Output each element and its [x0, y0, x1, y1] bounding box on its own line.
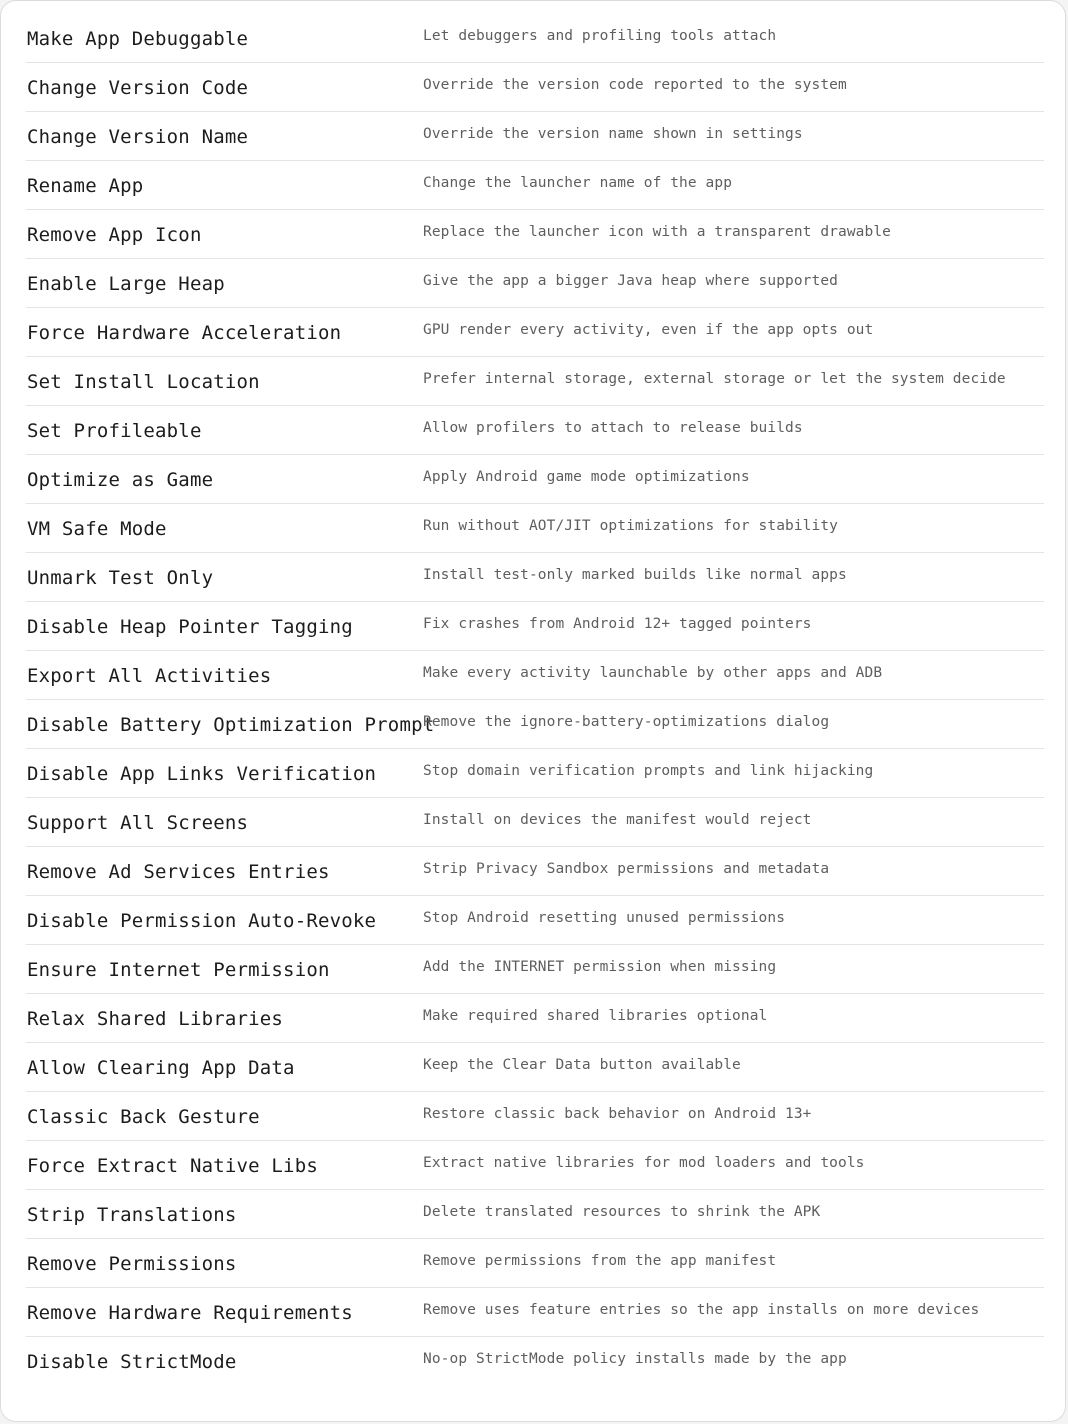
patch-title: Allow Clearing App Data [27, 1057, 295, 1079]
list-item[interactable] [26, 259, 1044, 308]
patch-title: Strip Translations [27, 1204, 237, 1226]
patch-description: No-op StrictMode policy installs made by the app [423, 1351, 847, 1367]
list-item[interactable] [26, 602, 1044, 651]
patch-description: Override the version code reported to the system [423, 77, 847, 93]
patch-title: Enable Large Heap [27, 273, 225, 295]
patch-title: Support All Screens [27, 812, 249, 834]
list-item[interactable] [26, 1288, 1044, 1337]
patch-title: Classic Back Gesture [27, 1106, 260, 1128]
patch-title: Make App Debuggable [27, 28, 249, 50]
patch-description: Remove uses feature entries so the app installs on more devices [423, 1302, 980, 1318]
list-item[interactable] [26, 1092, 1044, 1141]
patch-title: Change Version Name [27, 126, 249, 148]
patch-list [26, 14, 1044, 1385]
patch-description: Install on devices the manifest would reject [423, 812, 812, 828]
list-item[interactable] [26, 1239, 1044, 1288]
list-item[interactable] [26, 798, 1044, 847]
list-item[interactable] [26, 161, 1044, 210]
list-item[interactable] [26, 1190, 1044, 1239]
list-item[interactable] [26, 357, 1044, 406]
patch-description: Strip Privacy Sandbox permissions and metadata [423, 861, 830, 877]
patch-title: Remove Ad Services Entries [27, 861, 330, 883]
patch-title: Disable Heap Pointer Tagging [27, 616, 353, 638]
patch-description: Make required shared libraries optional [423, 1008, 768, 1024]
patch-description: Override the version name shown in settings [423, 126, 803, 142]
patch-description: Change the launcher name of the app [423, 175, 733, 191]
list-item[interactable] [26, 112, 1044, 161]
patch-description: Fix crashes from Android 12+ tagged pointers [423, 616, 812, 632]
list-item[interactable] [26, 994, 1044, 1043]
patch-title: Set Install Location [27, 371, 260, 393]
patch-title: Disable Battery Optimization Prompt [27, 714, 435, 736]
list-item[interactable] [26, 455, 1044, 504]
list-item[interactable] [26, 749, 1044, 798]
list-item[interactable] [26, 847, 1044, 896]
patch-description: GPU render every activity, even if the app opts out [423, 322, 874, 338]
patch-description: Restore classic back behavior on Android 13+ [423, 1106, 812, 1122]
patch-title: Export All Activities [27, 665, 272, 687]
patch-title: Rename App [27, 175, 144, 197]
patch-title: Relax Shared Libraries [27, 1008, 284, 1030]
patch-description: Stop domain verification prompts and link hijacking [423, 763, 874, 779]
list-item[interactable] [26, 210, 1044, 259]
patch-title: Disable App Links Verification [27, 763, 377, 785]
patch-description: Prefer internal storage, external storage or let the system decide [423, 371, 1006, 387]
patch-description: Remove the ignore-battery-optimizations dialog [423, 714, 830, 730]
patch-description: Let debuggers and profiling tools attach [423, 28, 777, 44]
patch-description: Replace the launcher icon with a transparent drawable [423, 224, 891, 240]
list-item[interactable] [26, 14, 1044, 63]
list-item[interactable] [26, 700, 1044, 749]
patch-title: Set Profileable [27, 420, 202, 442]
patch-title: Disable StrictMode [27, 1351, 237, 1373]
patch-title: Remove App Icon [27, 224, 202, 246]
list-item[interactable] [26, 63, 1044, 112]
patch-title: Remove Hardware Requirements [27, 1302, 353, 1324]
list-item[interactable] [26, 651, 1044, 700]
patch-title: Unmark Test Only [27, 567, 214, 589]
patch-description: Delete translated resources to shrink the APK [423, 1204, 821, 1220]
list-item[interactable] [26, 504, 1044, 553]
list-item[interactable] [26, 896, 1044, 945]
list-item[interactable] [26, 308, 1044, 357]
patch-title: Disable Permission Auto-Revoke [27, 910, 377, 932]
list-item[interactable] [26, 553, 1044, 602]
patch-title: Force Hardware Acceleration [27, 322, 342, 344]
list-item[interactable] [26, 1043, 1044, 1092]
patch-description: Install test-only marked builds like normal apps [423, 567, 847, 583]
patch-description: Extract native libraries for mod loaders and tools [423, 1155, 865, 1171]
patch-title: Ensure Internet Permission [27, 959, 330, 981]
patch-title: Force Extract Native Libs [27, 1155, 318, 1177]
patch-description: Give the app a bigger Java heap where supported [423, 273, 838, 289]
patch-description: Add the INTERNET permission when missing [423, 959, 777, 975]
patch-description: Run without AOT/JIT optimizations for stability [423, 518, 838, 534]
patch-description: Allow profilers to attach to release builds [423, 420, 803, 436]
list-item[interactable] [26, 406, 1044, 455]
list-item[interactable] [26, 1337, 1044, 1385]
patch-description: Keep the Clear Data button available [423, 1057, 741, 1073]
list-item[interactable] [26, 945, 1044, 994]
patch-description: Stop Android resetting unused permissions [423, 910, 786, 926]
list-item[interactable] [26, 1141, 1044, 1190]
patch-title: Optimize as Game [27, 469, 214, 491]
patch-title: Remove Permissions [27, 1253, 237, 1275]
patch-description: Make every activity launchable by other apps and ADB [423, 665, 883, 681]
patch-title: VM Safe Mode [27, 518, 167, 540]
patch-description: Remove permissions from the app manifest [423, 1253, 777, 1269]
patch-description: Apply Android game mode optimizations [423, 469, 750, 485]
patch-title: Change Version Code [27, 77, 249, 99]
